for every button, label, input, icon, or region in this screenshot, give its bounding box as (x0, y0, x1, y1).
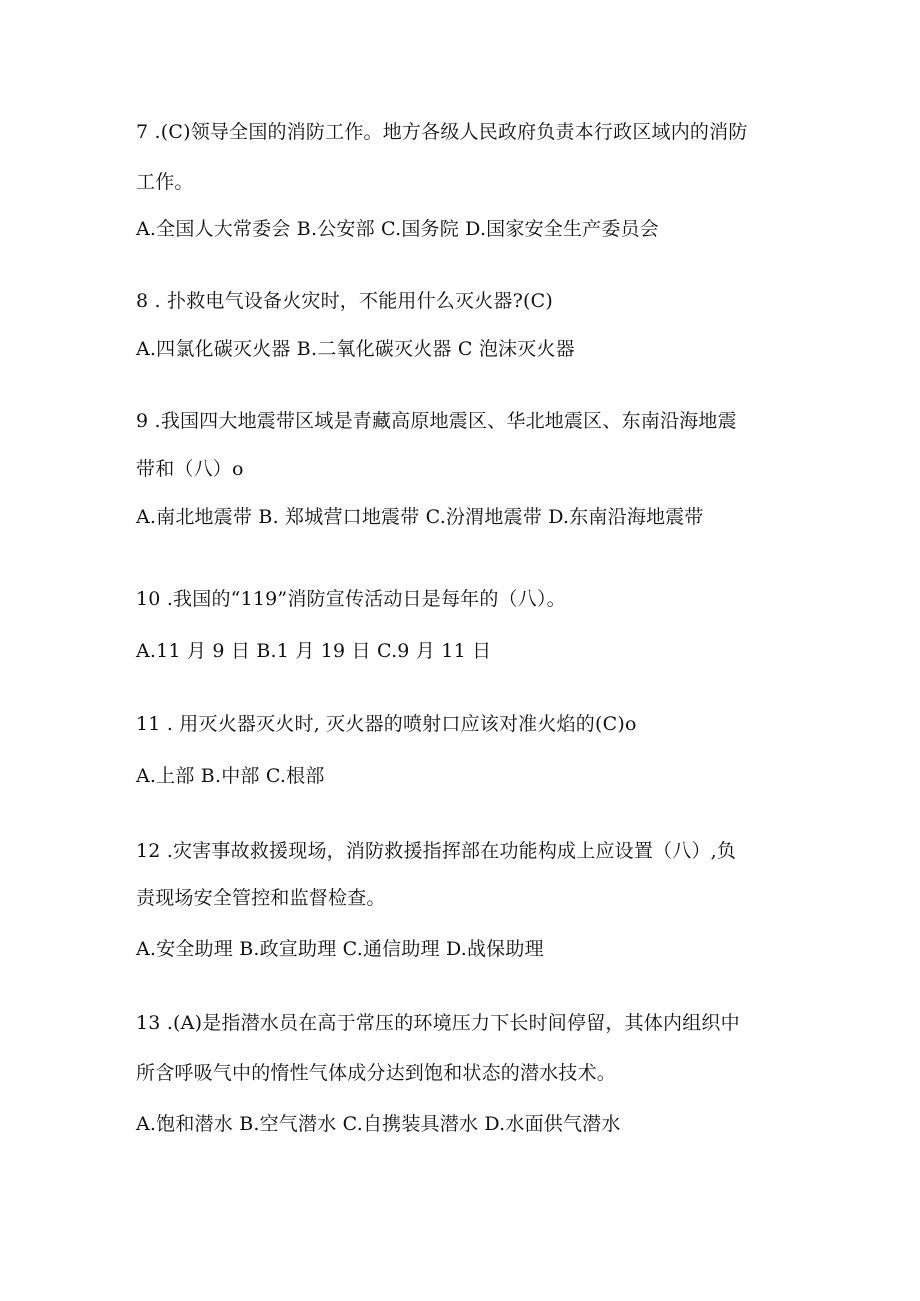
question-10-text-line-1: 10 .我国的“119”消防宣传活动日是每年的（八）。 (136, 588, 566, 610)
question-7-text-line-2: 工作。 (136, 171, 194, 193)
question-7-options: A.全国人大常委会 B.公安部 C.国务院 D.国家安全生产委员会 (136, 218, 659, 240)
question-11-options: A.上部 B.中部 C.根部 (136, 765, 325, 787)
question-13-text-line-1: 13 .(A)是指潜水员在高于常压的环境压力下长时间停留，其体内组织中 (136, 1012, 740, 1034)
question-8-text-line-1: 8 . 扑救电气设备火灾时，不能用什么灭火器?(C) (136, 290, 553, 312)
question-9-text-line-1: 9 .我国四大地震带区域是青藏高原地震区、华北地震区、东南沿海地震 (136, 410, 737, 432)
question-12-text-line-1: 12 .灾害事故救援现场，消防救援指挥部在功能构成上应设置（八）,负 (136, 840, 737, 862)
question-12-options: A.安全助理 B.政宣助理 C.通信助理 D.战保助理 (136, 938, 544, 960)
question-12-text-line-2: 责现场安全管控和监督检查。 (136, 887, 386, 909)
question-9-options: A.南北地震带 B. 郑城营口地震带 C.汾渭地震带 D.东南沿海地震带 (136, 506, 704, 528)
question-8-options: A.四氯化碳灭火器 B.二氧化碳灭火器 C 泡沫灭火器 (136, 338, 575, 360)
question-10-options: A.11 月 9 日 B.1 月 19 日 C.9 月 11 日 (136, 640, 492, 662)
question-11-text-line-1: 11 . 用灭火器灭火时, 灭火器的喷射口应该对准火焰的(C)o (136, 713, 637, 735)
question-13-text-line-2: 所含呼吸气中的惰性气体成分达到饱和状态的潜水技术。 (136, 1062, 617, 1084)
question-9-text-line-2: 带和（八）o (136, 458, 244, 480)
question-13-options: A.饱和潜水 B.空气潜水 C.自携装具潜水 D.水面供气潜水 (136, 1113, 621, 1135)
question-7-text-line-1: 7 .(C)领导全国的消防工作。地方各级人民政府负责本行政区域内的消防 (136, 121, 748, 143)
